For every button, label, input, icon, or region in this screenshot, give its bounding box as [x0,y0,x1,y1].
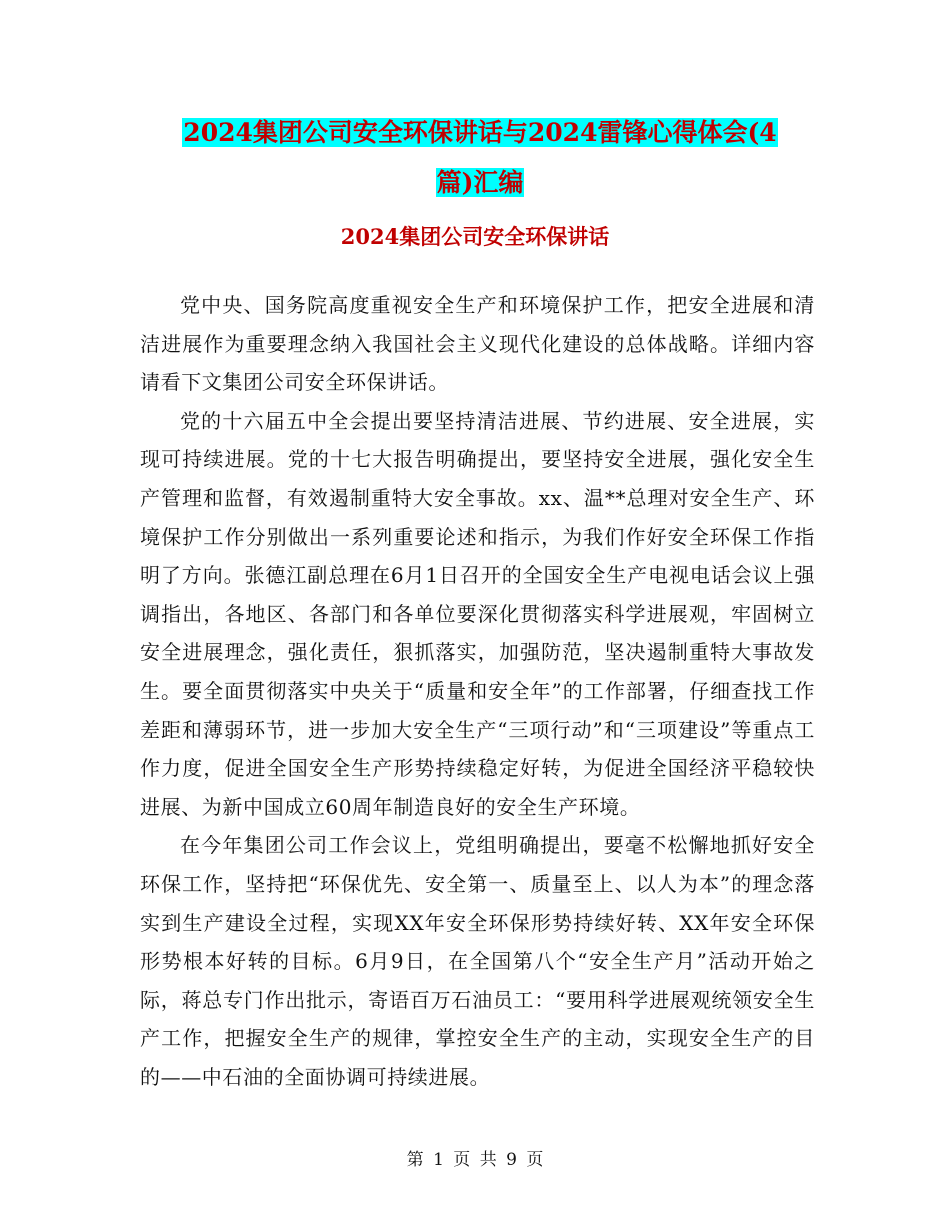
paragraph-1: 党中央、国务院高度重视安全生产和环境保护工作，把安全进展和清洁进展作为重要理念纳入我国社会主义现代化建设的总体战略。详细内容请看下文集团公司安全环保讲话。 [140,293,815,395]
document-title [140,108,820,208]
document-body [140,286,815,1096]
document-title-line-2: 篇)汇编 [436,168,524,197]
section-title: 2024集团公司安全环保讲话 [340,224,610,249]
paragraph-2: 党的十六届五中全会提出要坚持清洁进展、节约进展、安全进展，实现可持续进展。党的十七大报告明确提出，要坚持安全进展，强化安全生产管理和监督，有效遏制重特大安全事故。xx、温**总理对安全生产、环境保护工作分别做出一系列重要论述和指示，为我们作好安全环保工作指明了方向。张德江副总理在6月1日召开的全国安全生产电视电话会议上强调指出，各地区、各部门和各单位要深化贯彻落实科学进展观，牢固树立安全进展理念，强化责任，狠抓落实，加强防范，坚决遏制重特大事故发生。要全面贯彻落实中央关于“质量和安全年”的工作部署，仔细查找工作差距和薄弱环节，进一步加大安全生产“三项行动”和“三项建设”等重点工作力度，促进全国安全生产形势持续稳定好转，为促进全国经济平稳较快进展、为新中国成立60周年制造良好的安全生产环境。 [140,408,815,819]
paragraph-3: 在今年集团公司工作会议上，党组明确提出，要毫不松懈地抓好安全环保工作，坚持把“环保优先、安全第一、质量至上、以人为本”的理念落实到生产建设全过程，实现XX年安全环保形势持续好转、XX年安全环保形势根本好转的目标。6月9日，在全国第八个“安全生产月”活动开始之际，蒋总专门作出批示，寄语百万石油员工：“要用科学进展观统领安全生产工作，把握安全生产的规律，掌控安全生产的主动，实现安全生产的目的——中石油的全面协调可持续进展。 [140,833,815,1089]
document-title-line-1: 2024集团公司安全环保讲话与2024雷锋心得体会(4 [183,118,777,147]
page-number-footer: 第 1 页 共 9 页 [406,1150,544,1170]
